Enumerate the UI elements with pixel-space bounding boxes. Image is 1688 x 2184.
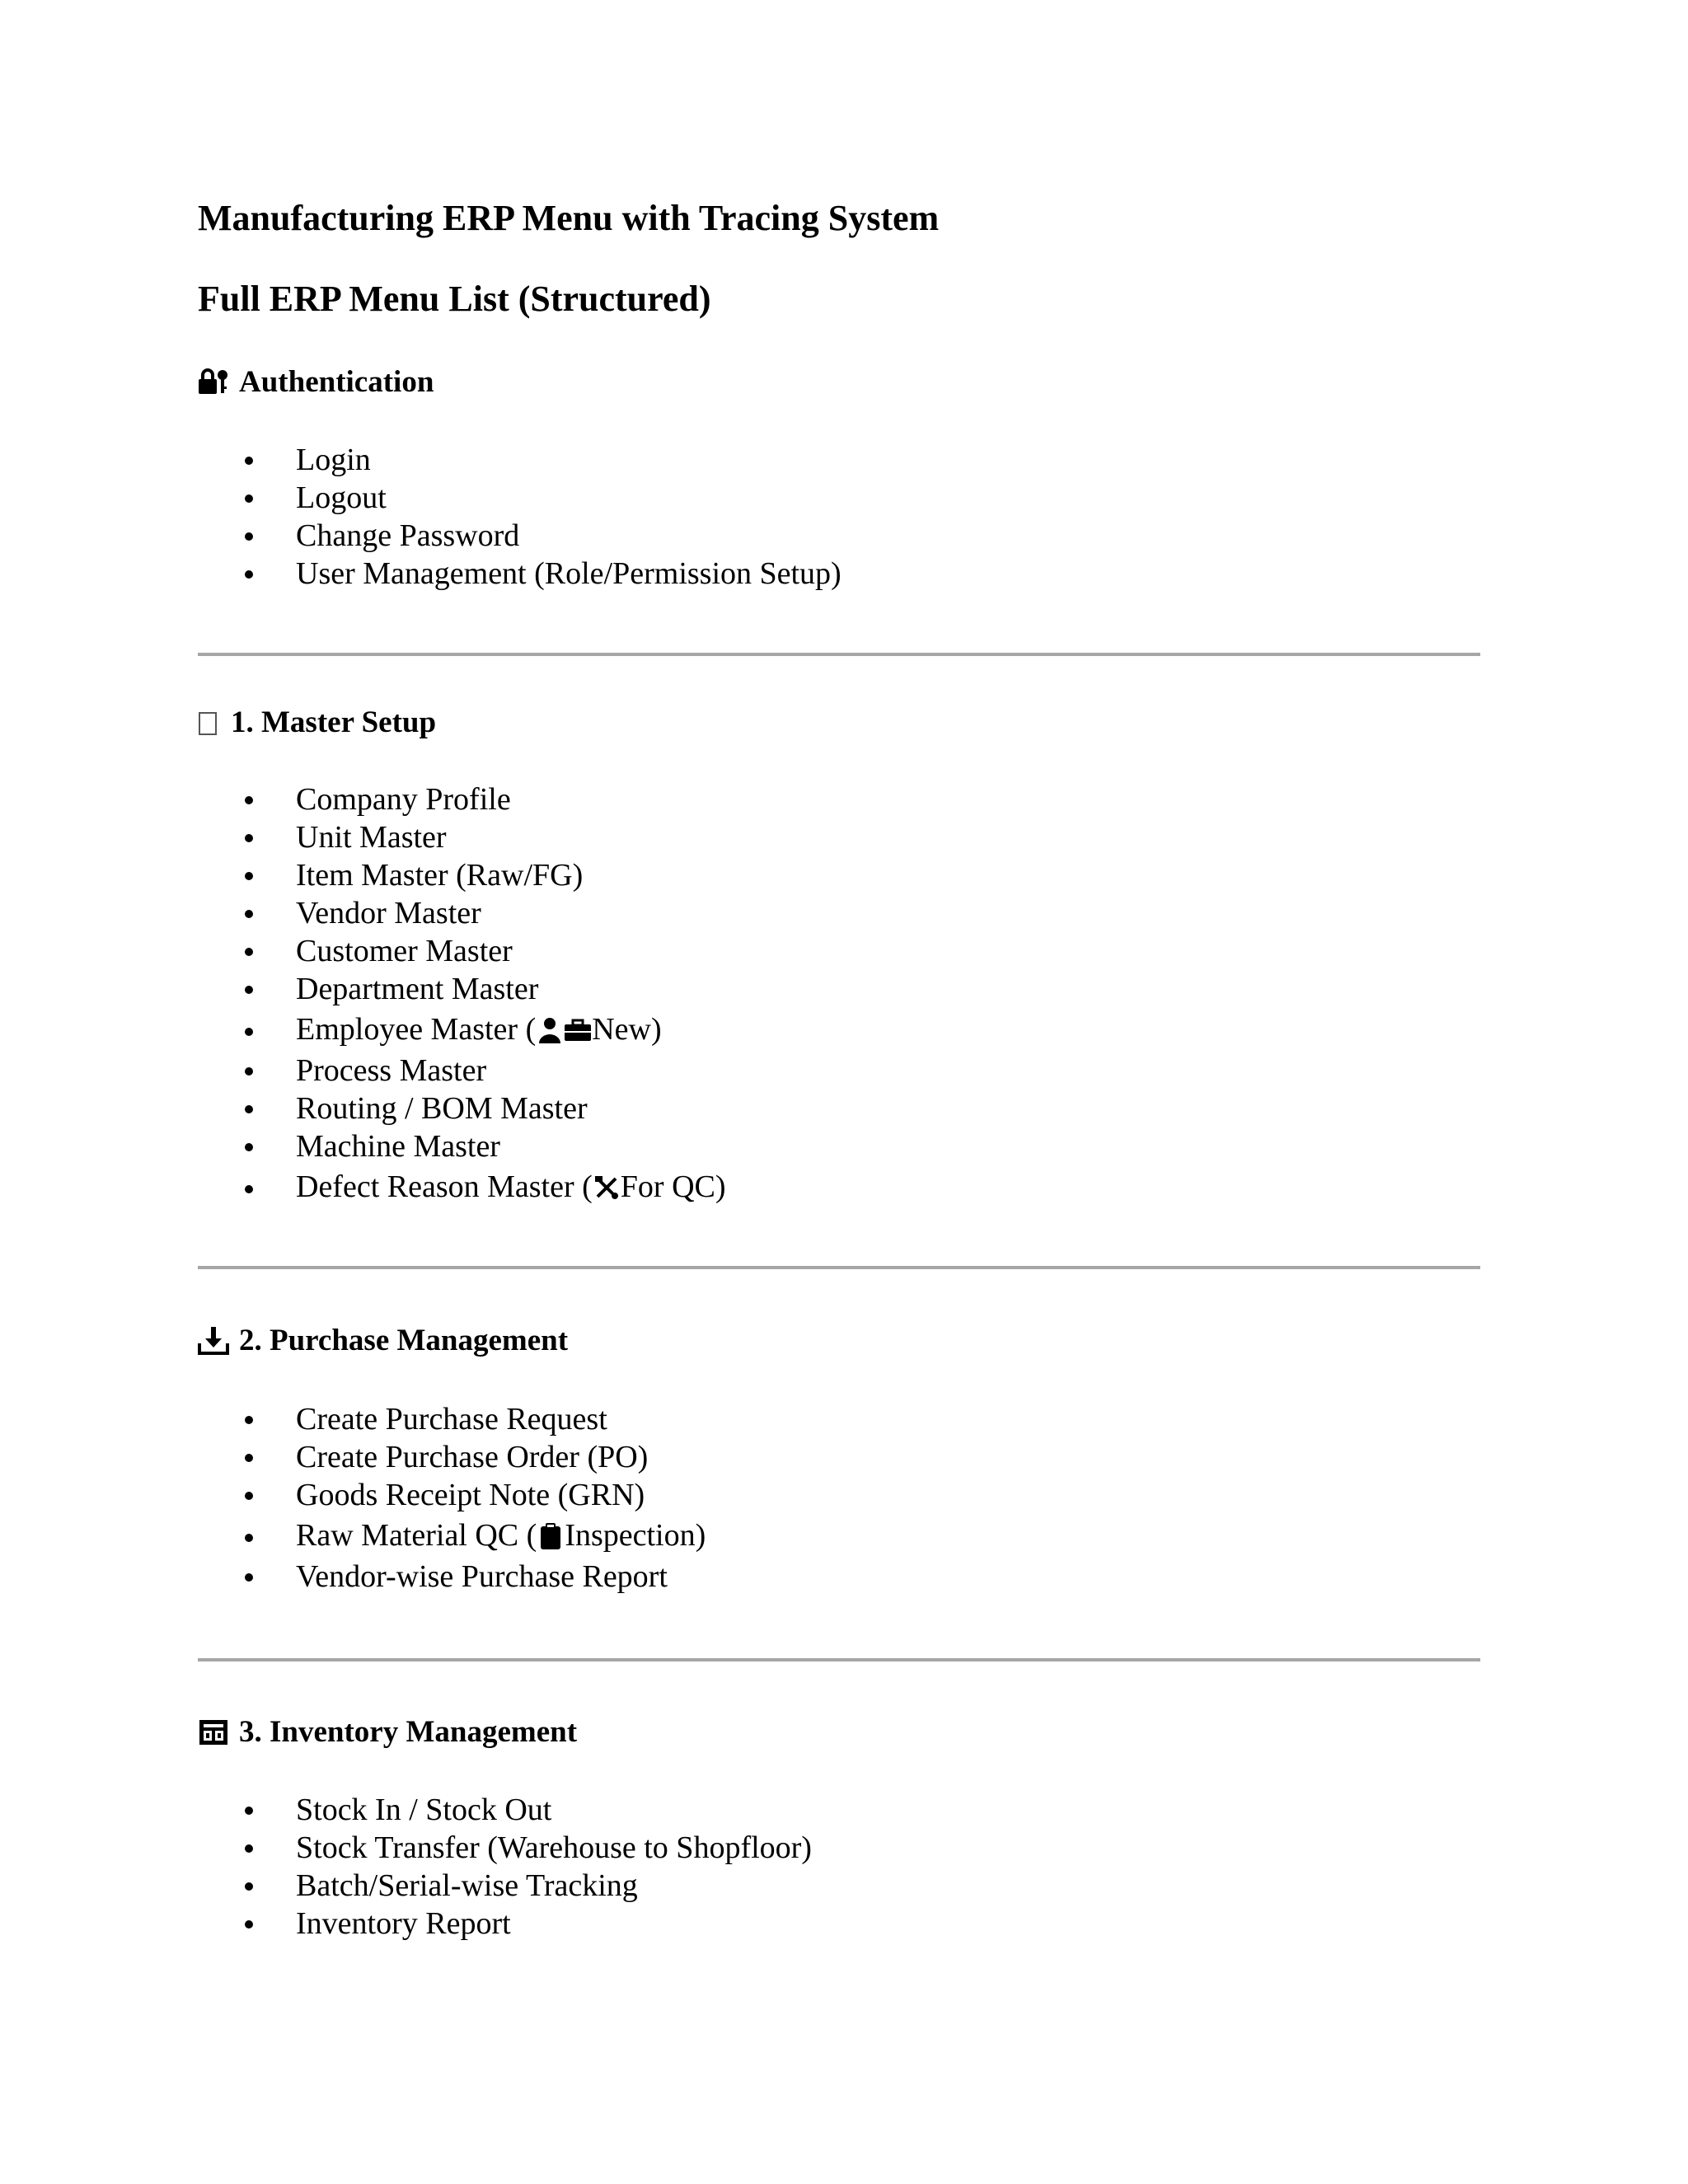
menu-item-label: Create Purchase Request [296, 1402, 607, 1436]
menu-item-employee-master[interactable] [0, 1008, 1484, 1052]
bullet-icon [245, 1028, 253, 1036]
menu-item-label: Change Password [296, 518, 520, 553]
section-heading-authentication [198, 363, 434, 402]
bullet-icon [245, 1105, 253, 1113]
menu-item-machine-master[interactable] [0, 1127, 1484, 1165]
menu-item-label: User Management (Role/Permission Setup) [296, 556, 842, 591]
menu-item-label: Goods Receipt Note (GRN) [296, 1478, 645, 1512]
menu-item-label: Create Purchase Order (PO) [296, 1440, 649, 1474]
document-subtitle: Full ERP Menu List (Structured) [198, 279, 711, 319]
menu-item-label-post: New) [592, 1012, 662, 1047]
briefcase-icon [564, 1016, 592, 1044]
menu-item-label: Vendor-wise Purchase Report [296, 1559, 668, 1594]
menu-item-inventory-report[interactable] [0, 1905, 1484, 1943]
menu-item-routing-bom-master[interactable] [0, 1090, 1484, 1127]
section-heading-label: 1. Master Setup [231, 705, 437, 739]
bullet-icon [245, 796, 253, 804]
bullet-icon [245, 1185, 253, 1193]
menu-item-label [296, 1008, 662, 1052]
menu-item-vendor-master[interactable] [0, 894, 1484, 932]
warehouse-box-icon [198, 1717, 229, 1748]
menu-item-label: Logout [296, 480, 387, 515]
clipboard-icon [537, 1522, 565, 1550]
menu-item-label: Customer Master [296, 934, 513, 968]
menu-item-company-profile[interactable] [0, 780, 1484, 818]
bullet-icon [245, 834, 253, 842]
menu-item-label: Unit Master [296, 820, 447, 855]
section-heading-label: Authentication [239, 365, 434, 399]
section-heading-inventory-management [198, 1713, 577, 1752]
menu-item-item-master[interactable] [0, 856, 1484, 894]
menu-item-create-purchase-order[interactable] [0, 1438, 1484, 1476]
purchase-management-menu-list [0, 1400, 1484, 1596]
menu-item-label: Login [296, 443, 371, 477]
menu-item-label: Stock Transfer (Warehouse to Shopfloor) [296, 1830, 812, 1865]
bullet-icon [245, 457, 253, 465]
menu-item-label: Stock In / Stock Out [296, 1793, 552, 1827]
bullet-icon [245, 1454, 253, 1462]
menu-item-user-management[interactable] [0, 555, 1484, 593]
bullet-icon [245, 532, 253, 541]
menu-item-label [296, 1514, 706, 1558]
inventory-management-menu-list [0, 1791, 1484, 1943]
authentication-menu-list [0, 441, 1484, 593]
menu-item-stock-transfer[interactable] [0, 1829, 1484, 1867]
section-divider [198, 1658, 1480, 1661]
bullet-icon [245, 570, 253, 579]
bullet-icon [245, 872, 253, 880]
person-icon [536, 1016, 564, 1044]
menu-item-label: Machine Master [296, 1129, 500, 1164]
menu-item-label-pre: Employee Master ( [296, 1012, 537, 1047]
download-tray-icon [198, 1325, 229, 1357]
menu-item-change-password[interactable] [0, 517, 1484, 555]
menu-item-defect-reason-master[interactable] [0, 1165, 1484, 1209]
document-title: Manufacturing ERP Menu with Tracing System [198, 198, 940, 238]
bullet-icon [245, 1492, 253, 1500]
bullet-icon [245, 1067, 253, 1076]
section-divider [198, 653, 1480, 656]
menu-item-process-master[interactable] [0, 1052, 1484, 1090]
tools-icon [593, 1174, 621, 1202]
bullet-icon [245, 910, 253, 918]
bullet-icon [245, 1143, 253, 1151]
menu-item-label-post: Inspection) [565, 1518, 706, 1553]
bullet-icon [245, 1573, 253, 1582]
menu-item-logout[interactable] [0, 479, 1484, 517]
menu-item-label: Inventory Report [296, 1906, 511, 1941]
section-heading-label: 2. Purchase Management [239, 1324, 569, 1357]
section-heading-master-setup [198, 703, 436, 743]
menu-item-label-pre: Defect Reason Master ( [296, 1169, 593, 1204]
bullet-icon [245, 948, 253, 956]
menu-item-label: Batch/Serial-wise Tracking [296, 1868, 638, 1903]
menu-item-label: Item Master (Raw/FG) [296, 858, 584, 893]
missing-glyph-icon [198, 710, 219, 736]
menu-item-label [296, 1165, 726, 1209]
menu-item-label: Vendor Master [296, 896, 481, 930]
bullet-icon [245, 1920, 253, 1929]
master-setup-menu-list [0, 780, 1484, 1209]
menu-item-batch-serial-tracking[interactable] [0, 1867, 1484, 1905]
menu-item-unit-master[interactable] [0, 818, 1484, 856]
menu-item-label-post: For QC) [620, 1169, 726, 1204]
bullet-icon [245, 1534, 253, 1542]
menu-item-label-pre: Raw Material QC ( [296, 1518, 537, 1553]
menu-item-stock-in-out[interactable] [0, 1791, 1484, 1829]
menu-item-label: Routing / BOM Master [296, 1091, 588, 1126]
section-heading-label: 3. Inventory Management [239, 1715, 578, 1749]
bullet-icon [245, 1807, 253, 1815]
menu-item-label: Department Master [296, 972, 539, 1006]
menu-item-label: Process Master [296, 1053, 487, 1088]
section-divider [198, 1266, 1480, 1269]
lock-key-icon [198, 367, 229, 398]
bullet-icon [245, 494, 253, 503]
bullet-icon [245, 1882, 253, 1891]
bullet-icon [245, 1844, 253, 1853]
section-heading-purchase-management [198, 1321, 568, 1361]
menu-item-department-master[interactable] [0, 970, 1484, 1008]
menu-item-raw-material-qc[interactable] [0, 1514, 1484, 1558]
menu-item-create-purchase-request[interactable] [0, 1400, 1484, 1438]
menu-item-vendor-wise-purchase-report[interactable] [0, 1558, 1484, 1596]
bullet-icon [245, 986, 253, 994]
bullet-icon [245, 1416, 253, 1424]
menu-item-goods-receipt-note[interactable] [0, 1476, 1484, 1514]
menu-item-login[interactable] [0, 441, 1484, 479]
menu-item-customer-master[interactable] [0, 932, 1484, 970]
menu-item-label: Company Profile [296, 782, 511, 817]
